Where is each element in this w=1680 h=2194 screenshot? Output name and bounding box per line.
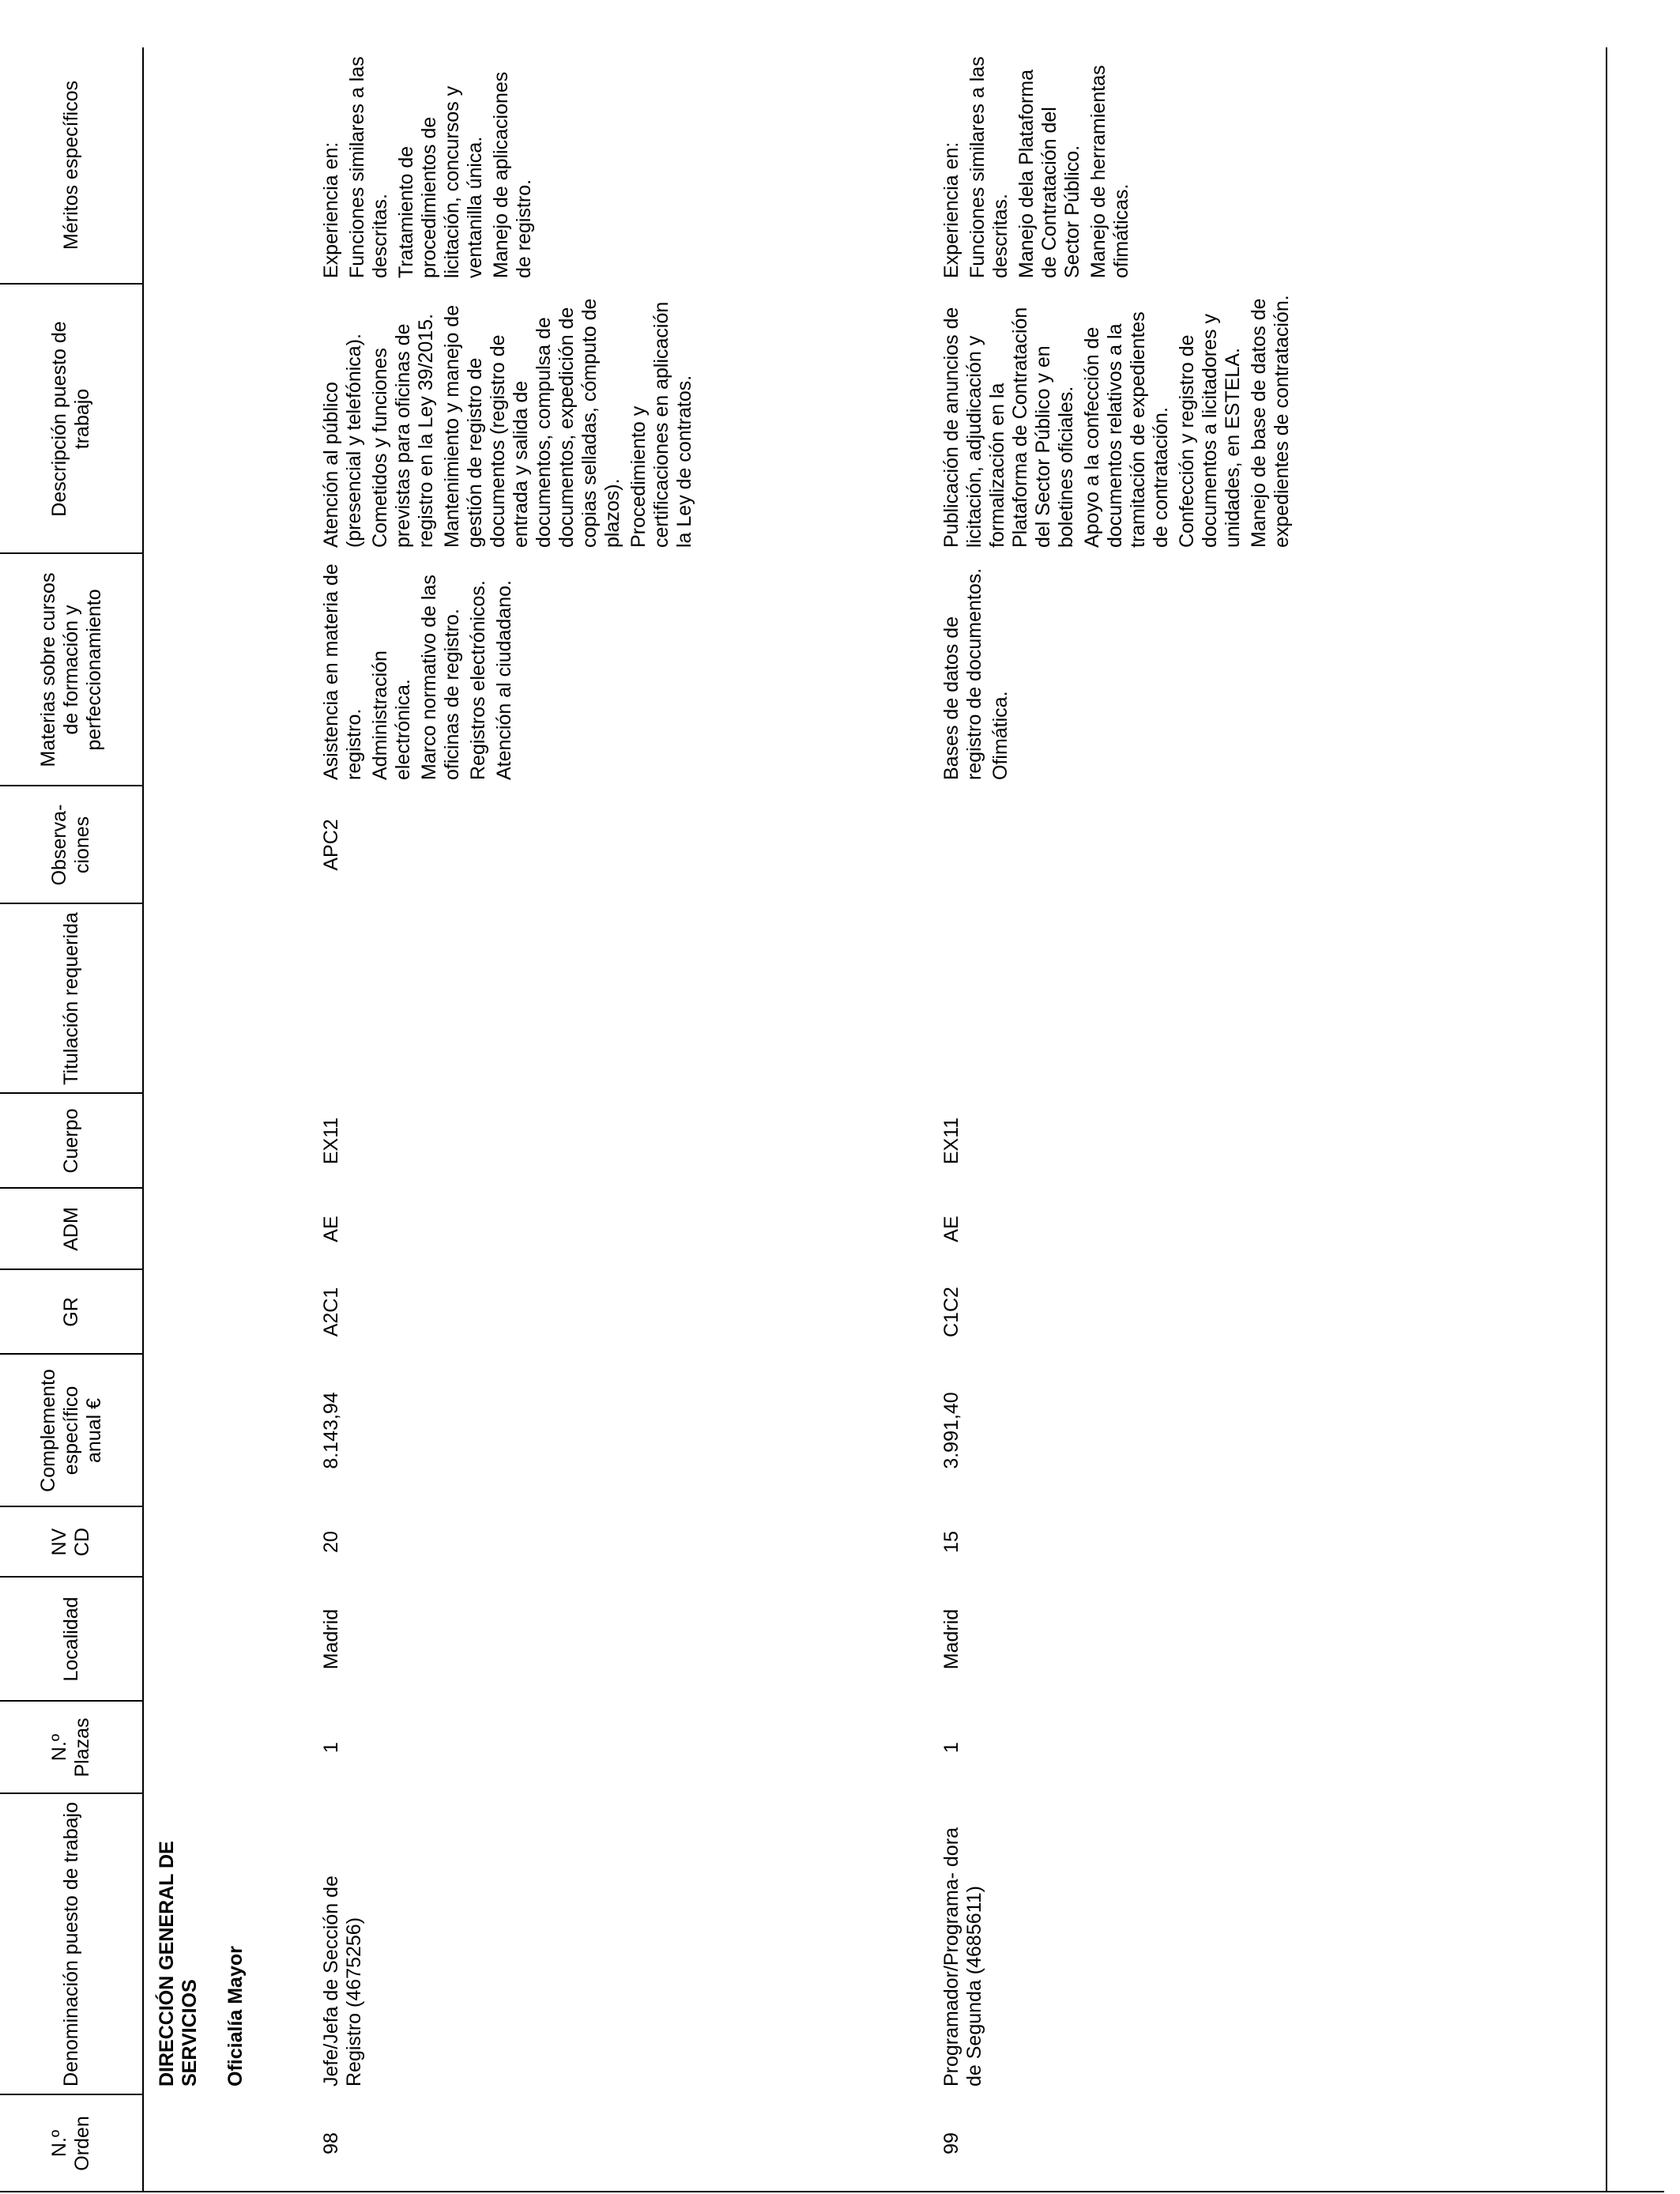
descripcion-item: Cometidos y funciones previstas para oficinas de registro en la Ley 39/2015.	[369, 313, 437, 548]
row-98-localidad: Madrid	[320, 1608, 342, 1670]
row-99-materias	[940, 555, 1015, 785]
merito-item: Funciones similares a las descritas.	[346, 56, 391, 278]
col-divider	[0, 1793, 142, 1794]
row-99-adm: AE	[940, 1216, 962, 1242]
row-98-meritos	[320, 47, 539, 283]
row-98-descripcion	[320, 285, 699, 552]
descripcion-item: Publicación de anuncios de licitación, adjudicación y formalización en la Plataforma de Contratación del Sector Público y en boletines oficiales.	[940, 307, 1077, 548]
row-98-denominacion: Jefe/Jefa de Sección de Registro (4675256)	[320, 1875, 365, 2087]
header-complemento: Complemento específico anual €	[36, 1369, 105, 1492]
col-divider	[0, 1353, 142, 1355]
row-99-gr: C1C2	[940, 1287, 962, 1337]
row-99-nvcd: 15	[940, 1531, 962, 1553]
merito-item: Funciones similares a las descritas.	[966, 56, 1011, 278]
header-gr: GR	[59, 1297, 82, 1327]
merito-item: Manejo dela Plataforma de Contratación del Sector Público.	[1015, 69, 1083, 278]
col-divider	[0, 1700, 142, 1702]
row-98-plazas: 1	[320, 1742, 342, 1753]
materia-item: Ofimática.	[989, 691, 1011, 780]
bottom-rule	[1606, 47, 1607, 2192]
row-98-cuerpo: EX11	[320, 1117, 342, 1165]
row-98-nvcd: 20	[320, 1531, 342, 1553]
row-99-descripcion	[940, 285, 1297, 552]
merito-item: Manejo de aplicaciones de registro.	[490, 71, 535, 278]
header-adm: ADM	[59, 1207, 82, 1251]
col-divider	[0, 1576, 142, 1578]
col-divider	[0, 283, 142, 285]
descripcion-item: Atención al público (presencial y telefónica).	[320, 334, 365, 548]
header-meritos: Méritos específicos	[59, 81, 82, 250]
col-divider	[0, 552, 142, 554]
row-99-denominacion: Programador/Programa- dora de Segunda (4685611)	[940, 1827, 985, 2087]
row-99-meritos	[940, 47, 1136, 283]
header-orden: N.º Orden	[48, 2116, 93, 2171]
col-divider	[0, 1269, 142, 1270]
header-cuerpo: Cuerpo	[59, 1108, 82, 1174]
header-titulacion: Titulación requerida	[59, 912, 82, 1085]
descripcion-item: Confección y registro de documentos a licitadores y unidades, en ESTELA.	[1176, 314, 1244, 548]
header-materias: Materias sobre cursos de formación y perfeccionamiento	[36, 572, 105, 767]
row-98-materias	[320, 555, 519, 785]
section-direccion: DIRECCIÓN GENERAL DE SERVICIOS	[156, 1841, 201, 2087]
row-98-orden: 98	[320, 2132, 342, 2154]
col-divider	[0, 1092, 142, 1094]
row-98-gr: A2C1	[320, 1287, 342, 1337]
descripcion-item: Apoyo a la confección de documentos relativos a la tramitación de expedientes de contratación.	[1081, 311, 1172, 548]
materia-item: Marco normativo de las oficinas de registro.	[418, 575, 463, 780]
col-divider	[0, 2094, 142, 2095]
materia-item: Asistencia en materia de registro.	[320, 564, 365, 780]
section-unidad: Oficialía Mayor	[224, 1946, 247, 2087]
header-descripcion: Descripción puesto de trabajo	[48, 321, 93, 517]
col-divider	[0, 1506, 142, 1507]
col-divider	[0, 785, 142, 786]
row-99-localidad: Madrid	[940, 1608, 962, 1670]
row-98-observaciones: APC2	[320, 819, 342, 871]
materia-item: Bases de datos de registro de documentos.	[940, 567, 985, 780]
col-divider	[0, 903, 142, 904]
descripcion-item: Procedimiento y certificaciones en aplicación la Ley de contratos.	[627, 301, 695, 548]
row-99-orden: 99	[940, 2132, 962, 2154]
merito-item: Experiencia en:	[940, 141, 962, 278]
header-plazas: N.º Plazas	[48, 1717, 93, 1777]
row-99-plazas: 1	[940, 1742, 962, 1753]
row-98-adm: AE	[320, 1216, 342, 1242]
merito-item: Experiencia en:	[320, 141, 342, 278]
left-border	[0, 2191, 1664, 2192]
descripcion-item: Mantenimiento y manejo de gestión de registro de documentos (registro de entrada y salida de documentos, compulsa de documentos, expedición de copias selladas, cómputo de plazos).	[441, 298, 623, 548]
row-99-cuerpo: EX11	[940, 1117, 962, 1165]
header-localidad: Localidad	[59, 1596, 82, 1682]
header-rule	[142, 47, 144, 2192]
merito-item: Manejo de herramientas ofimáticas.	[1087, 65, 1132, 278]
col-divider	[0, 1187, 142, 1189]
row-99-complemento: 3.991,40	[940, 1392, 962, 1469]
header-denominacion: Denominación puesto de trabajo	[59, 1802, 82, 2087]
descripcion-item: Manejo de base de datos de expedientes de contratación.	[1248, 295, 1293, 548]
header-nvcd: NV CD	[48, 1527, 93, 1557]
row-98-complemento: 8.143,94	[320, 1392, 342, 1469]
header-observaciones: Observa- ciones	[48, 804, 93, 886]
merito-item: Tratamiento de procedimientos de licitación, concursos y ventanilla única.	[395, 85, 486, 278]
materia-item: Atención al ciudadano.	[493, 580, 515, 780]
materia-item: Administración electrónica.	[369, 650, 414, 780]
materia-item: Registros electrónicos.	[467, 580, 489, 780]
